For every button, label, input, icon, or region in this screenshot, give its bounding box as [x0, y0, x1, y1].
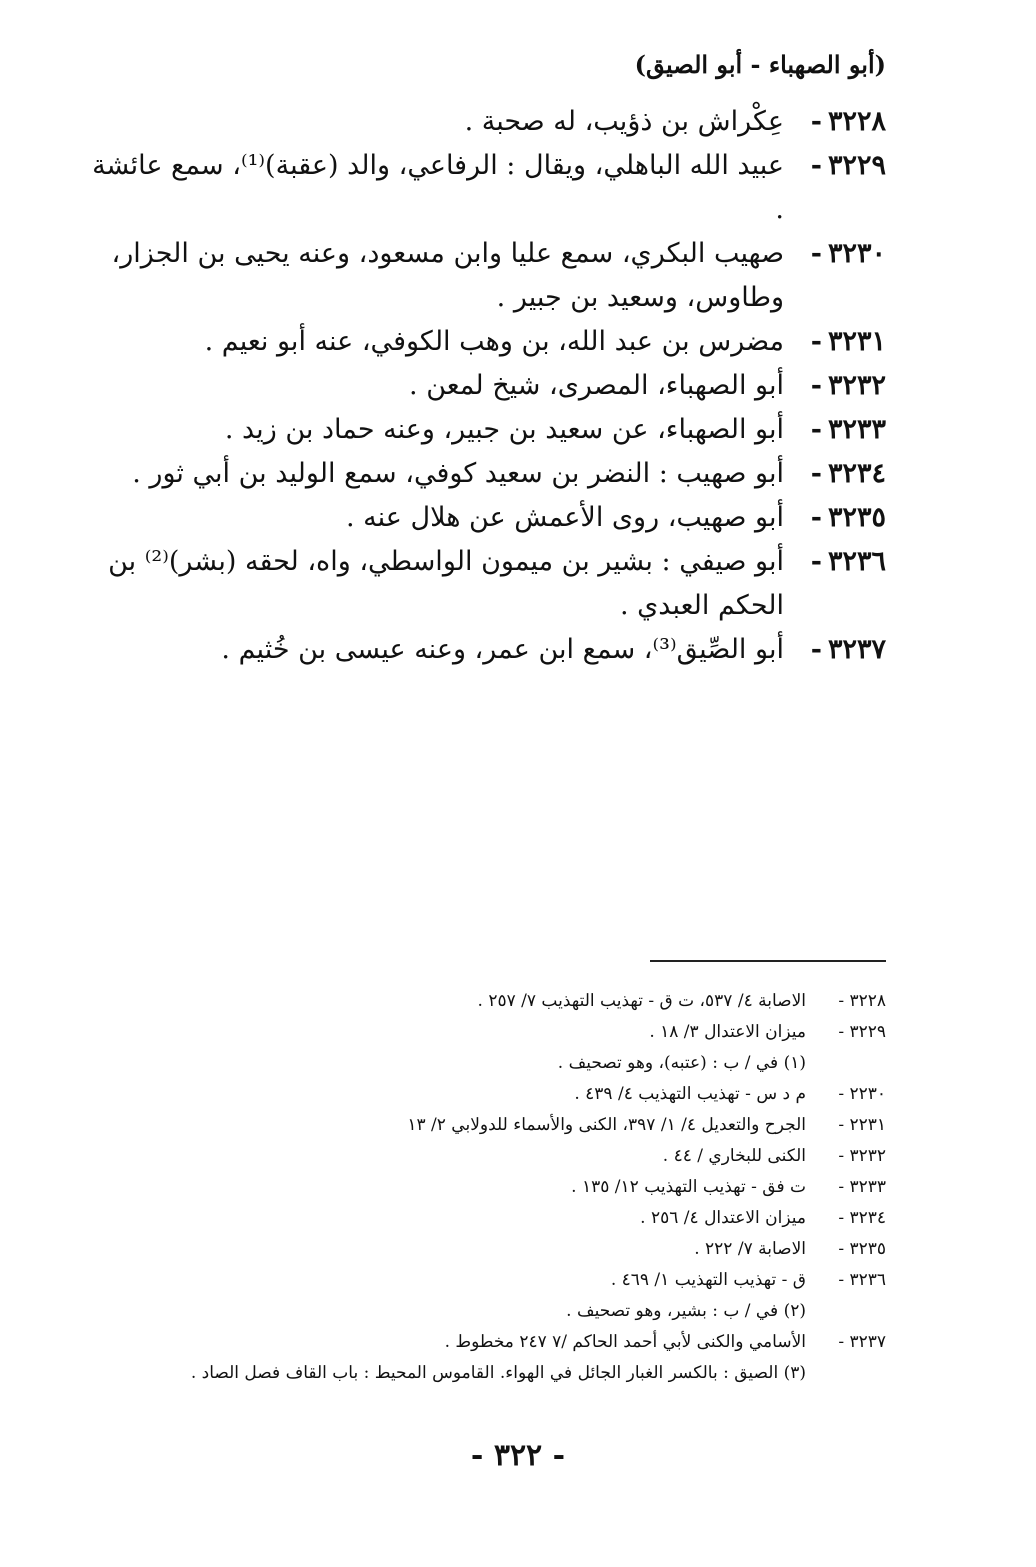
entry: ٣٢٢٩- عبيد الله الباهلي، ويقال : الرفاعي، والد (عقبة)⁽¹⁾، سمع عائشة .	[78, 144, 886, 232]
footnote-text: الجرح والتعديل ٤/ ١/ ٣٩٧، الكنى والأسماء للدولابي ٢/ ١٣	[407, 1115, 806, 1135]
footnote-number: ٣٢٢٨ -	[838, 991, 886, 1011]
footnote	[150, 1110, 886, 1141]
entry-number: ٣٢٣٥	[827, 502, 886, 533]
entry: ٣٢٣٥- أبو صهيب، روى الأعمش عن هلال عنه .	[78, 496, 886, 540]
running-header: (أبو الصهباء - أبو الصيق)	[634, 50, 886, 79]
entry-text: مضرس بن عبد الله، بن وهب الكوفي، عنه أبو نعيم .	[204, 326, 784, 357]
footnote-number	[806, 1358, 886, 1389]
entry-number: ٣٢٣٣	[827, 414, 886, 445]
footnote-text: الأسامي والكنى لأبي أحمد الحاكم /٧ ٢٤٧ مخطوط .	[444, 1332, 806, 1352]
footnote-text: (٣) الصيق : بالكسر الغبار الجائل في الهواء. القاموس المحيط : باب القاف فصل الصاد .	[190, 1363, 806, 1383]
footnote-number	[806, 1048, 886, 1079]
entry-text: أبو صهيب : النضر بن سعيد كوفي، سمع الوليد بن أبي ثور .	[132, 458, 784, 489]
footnote-number: ٢٢٣١ -	[838, 1115, 886, 1135]
footnote-number: ٣٢٣٦ -	[838, 1270, 886, 1290]
entry: ٣٢٣٢- أبو الصهباء، المصرى، شيخ لمعن .	[78, 364, 886, 408]
entry-text: أبو صهيب، روى الأعمش عن هلال عنه .	[346, 502, 784, 533]
footnote	[150, 1358, 886, 1389]
entry-text: أبو الصهباء، المصرى، شيخ لمعن .	[409, 370, 784, 401]
footnote-text: ميزان الاعتدال ٣/ ١٨ .	[649, 1022, 806, 1042]
footnote-number	[806, 1296, 886, 1327]
footnote-separator	[650, 960, 886, 962]
footnote	[150, 986, 886, 1017]
footnote	[150, 1141, 886, 1172]
entry-text: صهيب البكري، سمع عليا وابن مسعود، وعنه يحيى بن الجزار، وطاوس، وسعيد بن جبير .	[111, 238, 784, 313]
footnote	[150, 1296, 886, 1327]
footnote	[150, 1172, 886, 1203]
footnote-text: (٢) في / ب : بشير، وهو تصحيف .	[566, 1301, 806, 1321]
footnote	[150, 1203, 886, 1234]
footnote-text: الاصابة ٧/ ٢٢٢ .	[694, 1239, 806, 1259]
footnote-number: ٣٢٣٧ -	[838, 1332, 886, 1352]
footnote	[150, 1327, 886, 1358]
footnote	[150, 1079, 886, 1110]
entry-number: ٣٢٣٢	[827, 370, 886, 401]
entry: ٣٢٣٣- أبو الصهباء، عن سعيد بن جبير، وعنه حماد بن زيد .	[78, 408, 886, 452]
entry-number: ٣٢٣٤	[827, 458, 886, 489]
footnote-number: ٢٢٣٠ -	[838, 1084, 886, 1104]
footnote-number: ٣٢٢٩ -	[838, 1022, 886, 1042]
footnotes	[150, 986, 886, 1389]
entry: ٣٢٣٤- أبو صهيب : النضر بن سعيد كوفي، سمع الوليد بن أبي ثور .	[78, 452, 886, 496]
footnote-text: الاصابة ٤/ ٥٣٧، ت ق - تهذيب التهذيب ٧/ ٢٥٧ .	[477, 991, 806, 1011]
entry: ٣٢٣١- مضرس بن عبد الله، بن وهب الكوفي، عنه أبو نعيم .	[78, 320, 886, 364]
footnote-number: ٣٢٣٤ -	[838, 1208, 886, 1228]
footnote	[150, 1048, 886, 1079]
footnote-text: الكنى للبخاري / ٤٤ .	[662, 1146, 806, 1166]
footnote-text: ق - تهذيب التهذيب ١/ ٤٦٩ .	[610, 1270, 806, 1290]
entry-text: أبو صيفي : بشير بن ميمون الواسطي، واه، لحقه (بشر)⁽²⁾ بن الحكم العبدي .	[108, 546, 784, 621]
entries-list	[78, 100, 886, 672]
footnote-text: ميزان الاعتدال ٤/ ٢٥٦ .	[640, 1208, 806, 1228]
footnote	[150, 1234, 886, 1265]
entry-number: ٣٢٢٨	[827, 106, 886, 137]
entry: ٣٢٣٠- صهيب البكري، سمع عليا وابن مسعود، وعنه يحيى بن الجزار، وطاوس، وسعيد بن جبير .	[78, 232, 886, 320]
footnote-number: ٣٢٣٢ -	[838, 1146, 886, 1166]
entry-number: ٣٢٢٩	[827, 150, 886, 181]
entry: ٣٢٢٨- عِكْراش بن ذؤيب، له صحبة .	[78, 100, 886, 144]
footnote-text: م د س - تهذيب التهذيب ٤/ ٤٣٩ .	[574, 1084, 806, 1104]
footnote	[150, 1017, 886, 1048]
entry-number: ٣٢٣٧	[827, 634, 886, 665]
entry-text: عِكْراش بن ذؤيب، له صحبة .	[464, 106, 784, 137]
entry: ٣٢٣٦- أبو صيفي : بشير بن ميمون الواسطي، واه، لحقه (بشر)⁽²⁾ بن الحكم العبدي .	[78, 540, 886, 628]
entry-number: ٣٢٣٠	[827, 238, 886, 269]
footnote-text: ت فق - تهذيب التهذيب ١٢/ ١٣٥ .	[571, 1177, 806, 1197]
entry-number: ٣٢٣٦	[827, 546, 886, 577]
entry-text: أبو الصِّيق⁽³⁾، سمع ابن عمر، وعنه عيسى بن خُثيم .	[221, 634, 784, 665]
footnote-text: (١) في / ب : (عتبه)، وهو تصحيف .	[557, 1053, 806, 1073]
entry-text: أبو الصهباء، عن سعيد بن جبير، وعنه حماد بن زيد .	[224, 414, 784, 445]
footnote-number: ٣٢٣٥ -	[838, 1239, 886, 1259]
entry: ٣٢٣٧- أبو الصِّيق⁽³⁾، سمع ابن عمر، وعنه عيسى بن خُثيم .	[78, 628, 886, 672]
footnote	[150, 1265, 886, 1296]
footnote-number: ٣٢٣٣ -	[838, 1177, 886, 1197]
entry-text: عبيد الله الباهلي، ويقال : الرفاعي، والد (عقبة)⁽¹⁾، سمع عائشة .	[92, 150, 784, 225]
entry-number: ٣٢٣١	[827, 326, 886, 357]
page-number: - ٣٢٢ -	[470, 1438, 566, 1473]
